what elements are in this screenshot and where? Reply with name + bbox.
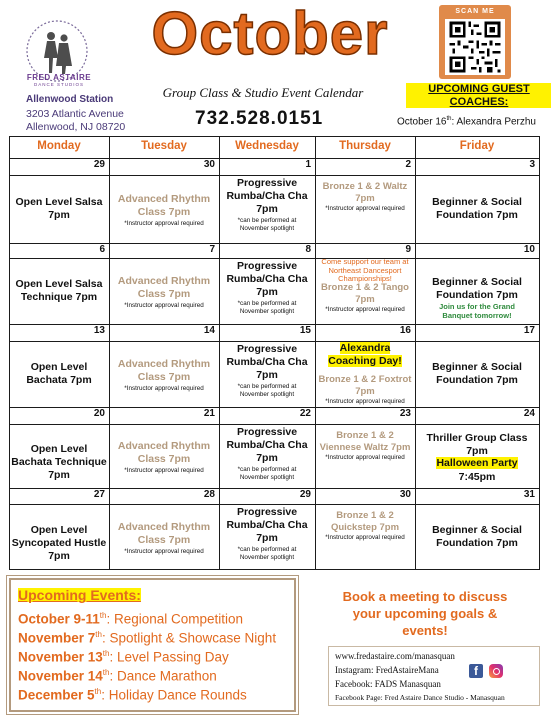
day-number-cell xyxy=(219,243,315,258)
day-number: 29 xyxy=(299,489,311,500)
instagram-handle[interactable]: Instagram: FredAstaireMana xyxy=(335,665,439,675)
grid-line xyxy=(539,136,540,570)
event-item: November 7th: Spotlight & Showcase Night xyxy=(18,630,277,646)
day-number: 9 xyxy=(405,244,411,255)
day-number-cell xyxy=(415,158,539,175)
class-name: Thriller Group Class 7pm xyxy=(426,432,528,458)
day-cell[interactable] xyxy=(219,424,315,488)
class-name: Open Level Bachata Technique 7pm xyxy=(11,443,107,482)
contact-box xyxy=(328,646,540,706)
class-note: *Instructor approval required xyxy=(124,467,204,474)
day-number: 13 xyxy=(93,325,105,336)
day-number: 6 xyxy=(99,244,105,255)
weekday-friday: Friday xyxy=(459,140,495,153)
day-cell[interactable] xyxy=(415,258,539,324)
class-name: Open Level Syncopated Hustle 7pm xyxy=(11,523,107,562)
day-number-cell xyxy=(109,243,219,258)
event-time: 7:45pm xyxy=(458,471,496,483)
day-cell[interactable] xyxy=(9,175,109,243)
calendar-grid xyxy=(9,136,540,570)
class-name: Bronze 1 & 2 Viennese Waltz 7pm xyxy=(319,430,411,453)
day-number: 23 xyxy=(399,408,411,419)
upcoming-events-title: Upcoming Events: xyxy=(18,587,141,603)
day-number: 15 xyxy=(299,325,311,336)
day-number-cell xyxy=(109,407,219,424)
class-name: Advanced Rhythm Class 7pm xyxy=(117,193,211,219)
class-note: *Instructor approval required xyxy=(124,385,204,392)
class-name: Beginner & Social Foundation 7pm xyxy=(432,196,522,222)
class-note: *can be performed at November spotlight xyxy=(237,466,297,481)
day-cell[interactable] xyxy=(9,424,109,488)
class-name: Bronze 1 & 2 Waltz 7pm xyxy=(322,181,408,204)
class-note: *Instructor approval required xyxy=(325,534,405,541)
day-number-cell xyxy=(219,158,315,175)
day-number-cell xyxy=(109,488,219,504)
class-name: Advanced Rhythm Class 7pm xyxy=(117,440,211,466)
day-number: 30 xyxy=(203,159,215,170)
day-number-cell xyxy=(315,158,415,175)
day-number-cell xyxy=(315,243,415,258)
day-number: 20 xyxy=(93,408,105,419)
website-link[interactable]: www.fredastaire.com/manasquan xyxy=(335,651,455,661)
class-note: *can be performed at November spotlight xyxy=(237,217,297,232)
day-cell[interactable] xyxy=(415,175,539,243)
class-name: Open Level Salsa 7pm xyxy=(15,196,103,222)
day-cell[interactable] xyxy=(109,175,219,243)
class-name: Progressive Rumba/Cha Cha 7pm xyxy=(226,506,308,545)
phone-number[interactable]: 732.528.0151 xyxy=(195,108,324,129)
class-name: Bronze 1 & 2 Quickstep 7pm xyxy=(330,510,400,533)
day-number-cell xyxy=(315,407,415,424)
event-item: October 9-11th: Regional Competition xyxy=(18,611,244,627)
facebook-handle[interactable]: Facebook: FADS Manasquan xyxy=(335,679,441,689)
location-city: Allenwood, NJ 08720 xyxy=(26,121,126,133)
class-note: *Instructor approval required xyxy=(325,398,405,405)
qr-code-icon xyxy=(445,19,505,75)
day-cell[interactable] xyxy=(219,504,315,569)
class-name: Open Level Bachata 7pm xyxy=(26,361,92,387)
day-number: 27 xyxy=(93,489,105,500)
day-number: 1 xyxy=(305,159,311,170)
day-cell[interactable] xyxy=(219,341,315,407)
day-number: 16 xyxy=(399,325,411,336)
class-name: Progressive Rumba/Cha Cha 7pm xyxy=(226,177,308,216)
day-number: 30 xyxy=(399,489,411,500)
weekday-wednesday: Wednesday xyxy=(235,140,299,153)
class-note: *can be performed at November spotlight xyxy=(237,300,297,315)
day-cell[interactable] xyxy=(219,175,315,243)
event-item: November 13th: Level Passing Day xyxy=(18,649,229,665)
qr-label: SCAN ME xyxy=(455,8,495,15)
class-name: Progressive Rumba/Cha Cha 7pm xyxy=(226,426,308,465)
day-cell[interactable] xyxy=(9,341,109,407)
day-cell[interactable] xyxy=(315,424,415,488)
class-note: *can be performed at November spotlight xyxy=(237,546,297,561)
weekday-monday: Monday xyxy=(37,140,81,153)
day-number: 14 xyxy=(203,325,215,336)
day-number-cell xyxy=(219,407,315,424)
instagram-icon[interactable] xyxy=(489,664,503,678)
guest-coaches-title: UPCOMING GUEST COACHES: xyxy=(406,83,551,108)
day-number-cell xyxy=(109,158,219,175)
day-cell[interactable] xyxy=(109,258,219,324)
day-cell[interactable] xyxy=(219,258,315,324)
book-meeting-text: Book a meeting to discuss your upcoming goals & events! xyxy=(342,589,508,638)
day-number-cell xyxy=(415,243,539,258)
weekday-thursday: Thursday xyxy=(339,140,391,153)
day-cell[interactable] xyxy=(109,424,219,488)
day-number-cell xyxy=(9,158,109,175)
day-cell[interactable] xyxy=(315,175,415,243)
day-cell[interactable] xyxy=(415,341,539,407)
day-number-cell xyxy=(315,324,415,341)
day-number-cell xyxy=(219,324,315,341)
class-note: *Instructor approval required xyxy=(325,306,405,313)
calendar-subtitle: Group Class & Studio Event Calendar xyxy=(162,85,364,100)
class-name: Progressive Rumba/Cha Cha 7pm xyxy=(226,260,308,299)
day-number: 10 xyxy=(523,244,535,255)
day-number: 8 xyxy=(305,244,311,255)
class-name: Beginner & Social Foundation 7pm xyxy=(432,276,522,302)
day-number: 29 xyxy=(93,159,105,170)
halloween-highlight xyxy=(417,457,537,470)
weekday-tuesday: Tuesday xyxy=(141,140,187,153)
class-note: *can be performed at November spotlight xyxy=(237,383,297,398)
facebook-page[interactable]: Facebook Page: Fred Astaire Dance Studio - Manasquan xyxy=(335,693,505,702)
day-number-cell xyxy=(9,407,109,424)
day-number-cell xyxy=(415,488,539,504)
class-name: Beginner & Social Foundation 7pm xyxy=(432,361,522,387)
day-cell[interactable] xyxy=(415,504,539,569)
day-number: 31 xyxy=(523,489,535,500)
day-number: 3 xyxy=(529,159,535,170)
day-number: 22 xyxy=(299,408,311,419)
brand-name: FRED ASTAIRE xyxy=(26,73,92,82)
class-note: *Instructor approval required xyxy=(124,220,204,227)
highlight-text: Halloween Party xyxy=(436,457,518,469)
upcoming-events-box xyxy=(9,578,296,712)
day-cell[interactable] xyxy=(109,341,219,407)
class-name: Progressive Rumba/Cha Cha 7pm xyxy=(226,343,308,382)
event-note: Join us for the Grand Banquet tomorrow! xyxy=(439,302,515,320)
day-number-cell xyxy=(315,488,415,504)
day-cell[interactable] xyxy=(109,504,219,569)
class-name: Advanced Rhythm Class 7pm xyxy=(117,275,211,301)
day-number: 2 xyxy=(405,159,411,170)
class-note: *Instructor approval required xyxy=(124,302,204,309)
class-name: Advanced Rhythm Class 7pm xyxy=(117,520,211,546)
class-note: *Instructor approval required xyxy=(325,205,405,212)
event-item: November 14th: Dance Marathon xyxy=(18,668,217,684)
day-number-cell xyxy=(415,407,539,424)
facebook-icon[interactable]: f xyxy=(469,664,483,678)
day-cell[interactable] xyxy=(415,424,539,488)
day-number: 21 xyxy=(203,408,215,419)
day-number-cell xyxy=(9,488,109,504)
day-cell[interactable] xyxy=(9,258,109,324)
class-name: Bronze 1 & 2 Tango 7pm xyxy=(321,282,409,305)
day-number-cell xyxy=(9,324,109,341)
class-name: Advanced Rhythm Class 7pm xyxy=(117,358,211,384)
class-name: Open Level Salsa Technique 7pm xyxy=(15,278,103,304)
class-note: *Instructor approval required xyxy=(124,547,204,555)
day-cell[interactable] xyxy=(315,341,415,407)
day-number-cell xyxy=(415,324,539,341)
grid-line xyxy=(9,569,540,570)
coaching-day-highlight xyxy=(317,342,413,368)
day-number: 28 xyxy=(203,489,215,500)
day-cell[interactable] xyxy=(9,504,109,569)
guest-coach-entry: October 16th: Alexandra Perzhu xyxy=(397,116,536,128)
month-title: October xyxy=(151,0,389,67)
location-street: 3203 Atlantic Avenue xyxy=(26,108,124,120)
location-name: Allenwood Station xyxy=(26,94,114,105)
day-number-cell xyxy=(109,324,219,341)
brand-subtitle: DANCE STUDIOS xyxy=(33,82,84,87)
event-item: December 5th: Holiday Dance Rounds xyxy=(18,687,247,703)
day-number: 17 xyxy=(523,325,535,336)
day-number-cell xyxy=(9,243,109,258)
day-number: 24 xyxy=(523,408,535,419)
qr-code-panel[interactable] xyxy=(439,5,511,79)
day-cell[interactable] xyxy=(315,258,415,324)
event-note: Come support our team at Northeast Dancesport Championships! xyxy=(321,258,409,284)
day-number: 7 xyxy=(209,244,215,255)
highlight-text: Alexandra Coaching Day! xyxy=(328,342,402,368)
class-note: *Instructor approval required xyxy=(325,454,405,461)
class-name: Bronze 1 & 2 Foxtrot 7pm xyxy=(318,374,412,397)
day-cell[interactable] xyxy=(315,504,415,569)
class-name: Beginner & Social Foundation 7pm xyxy=(432,523,522,549)
day-number-cell xyxy=(219,488,315,504)
